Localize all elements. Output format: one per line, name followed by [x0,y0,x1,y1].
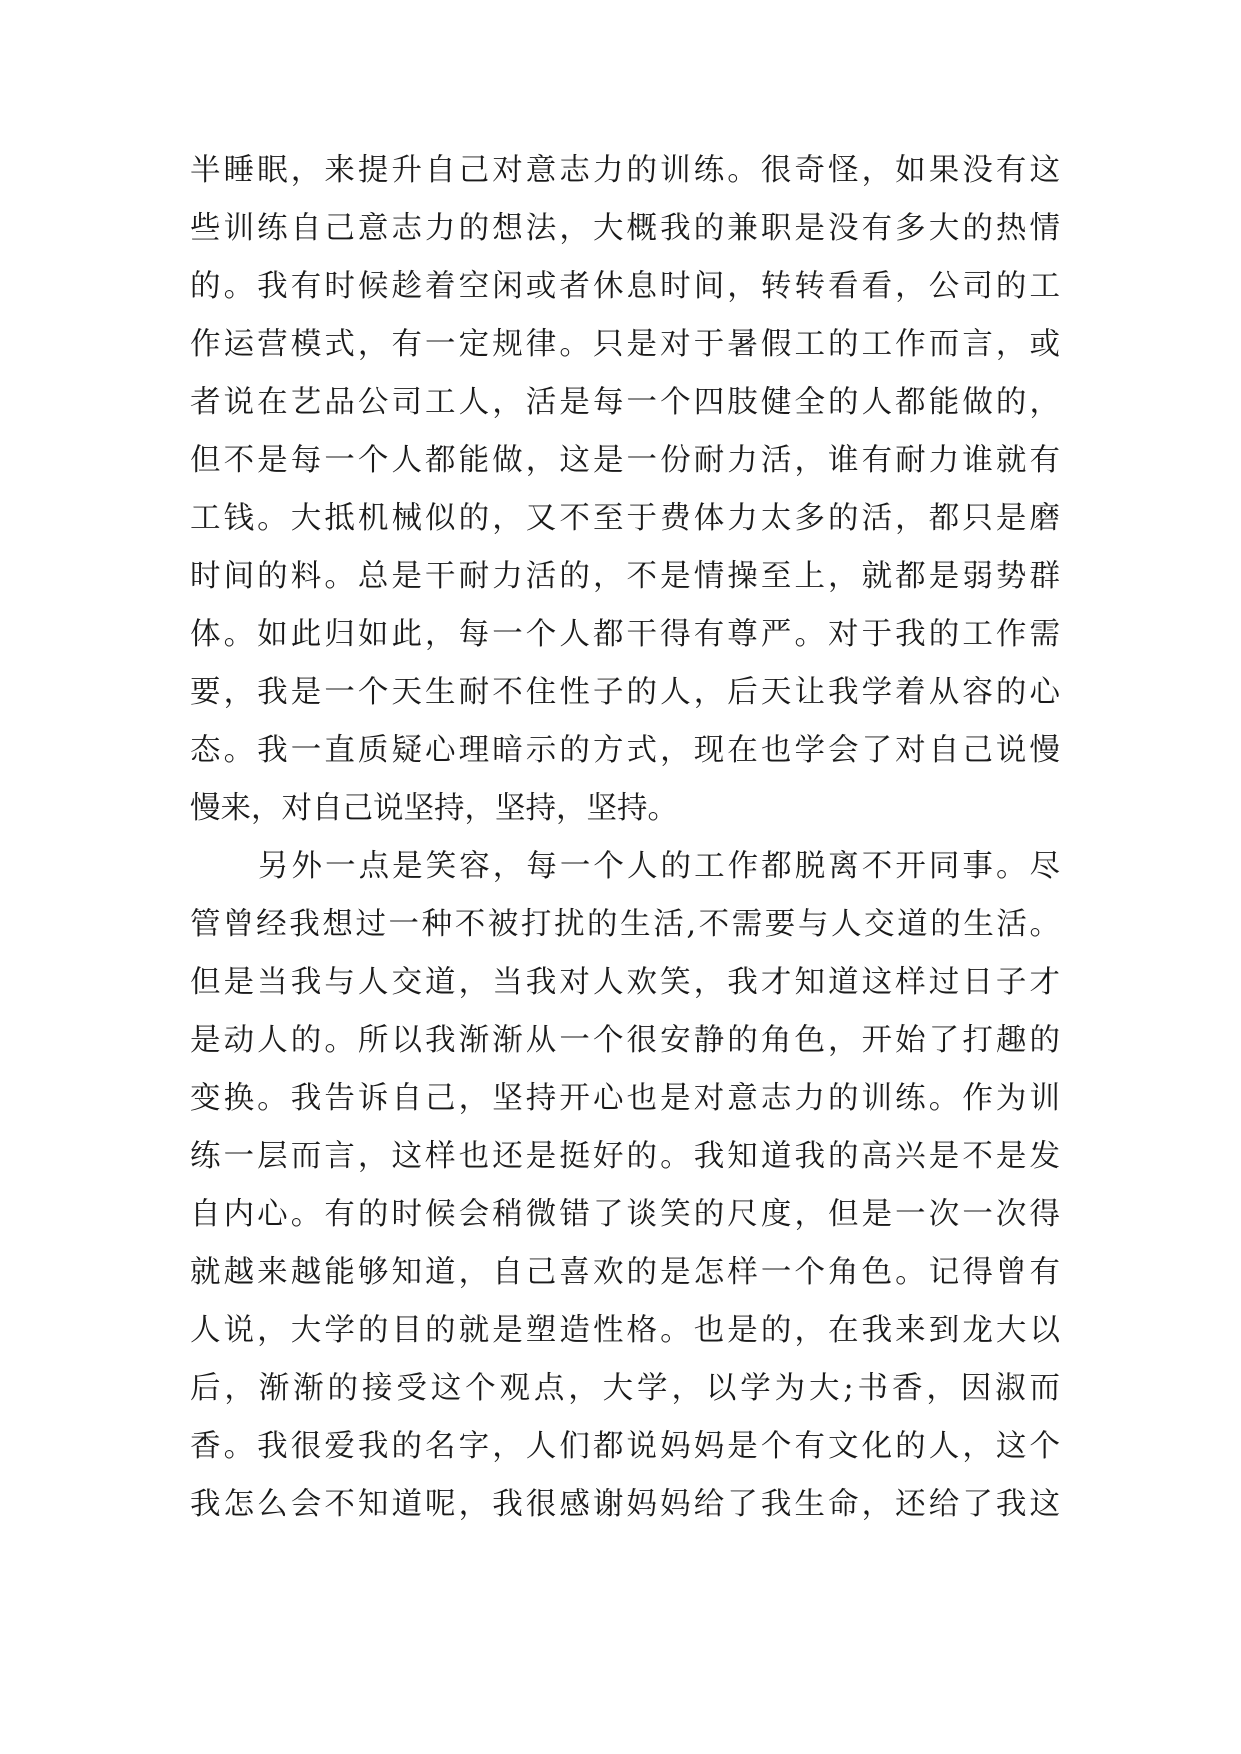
text-line: 另外一点是笑容，每一个人的工作都脱离不开同事。尽 [258,849,1060,884]
text-line: 就越来越能够知道，自己喜欢的是怎样一个角色。记得曾有 [190,1255,1060,1290]
text-line: 后，渐渐的接受这个观点，大学，以学为大;书香，因淑而 [190,1371,1060,1406]
document-body [190,142,1060,1534]
text-line: 变换。我告诉自己，坚持开心也是对意志力的训练。作为训 [190,1081,1060,1116]
text-line: 要，我是一个天生耐不住性子的人，后天让我学着从容的心 [190,675,1060,710]
text-line: 但不是每一个人都能做，这是一份耐力活，谁有耐力谁就有 [190,443,1060,478]
text-line: 慢来，对自己说坚持，坚持，坚持。 [190,791,678,826]
text-line: 体。如此归如此，每一个人都干得有尊严。对于我的工作需 [190,617,1060,652]
text-line: 人说，大学的目的就是塑造性格。也是的，在我来到龙大以 [190,1313,1060,1348]
text-line: 者说在艺品公司工人，活是每一个四肢健全的人都能做的， [190,385,1060,420]
text-line: 香。我很爱我的名字，人们都说妈妈是个有文化的人，这个 [190,1429,1060,1464]
text-line: 工钱。大抵机械似的，又不至于费体力太多的活，都只是磨 [190,501,1060,536]
text-line: 些训练自己意志力的想法，大概我的兼职是没有多大的热情 [190,211,1060,246]
paragraph-2 [190,838,1060,1534]
text-line: 练一层而言，这样也还是挺好的。我知道我的高兴是不是发 [190,1139,1060,1174]
text-line: 的。我有时候趁着空闲或者休息时间，转转看看，公司的工 [190,269,1060,304]
text-line: 作运营模式，有一定规律。只是对于暑假工的工作而言，或 [190,327,1060,362]
text-line: 时间的料。总是干耐力活的，不是情操至上，就都是弱势群 [190,559,1060,594]
paragraph-1 [190,142,1060,838]
text-line: 我怎么会不知道呢，我很感谢妈妈给了我生命，还给了我这 [190,1487,1060,1522]
text-line: 半睡眠，来提升自己对意志力的训练。很奇怪，如果没有这 [190,153,1060,188]
text-line: 管曾经我想过一种不被打扰的生活,不需要与人交道的生活。 [190,907,1060,942]
text-line: 但是当我与人交道，当我对人欢笑，我才知道这样过日子才 [190,965,1060,1000]
text-line: 自内心。有的时候会稍微错了谈笑的尺度，但是一次一次得 [190,1197,1060,1232]
text-line: 是动人的。所以我渐渐从一个很安静的角色，开始了打趣的 [190,1023,1060,1058]
text-line: 态。我一直质疑心理暗示的方式，现在也学会了对自己说慢 [190,733,1060,768]
